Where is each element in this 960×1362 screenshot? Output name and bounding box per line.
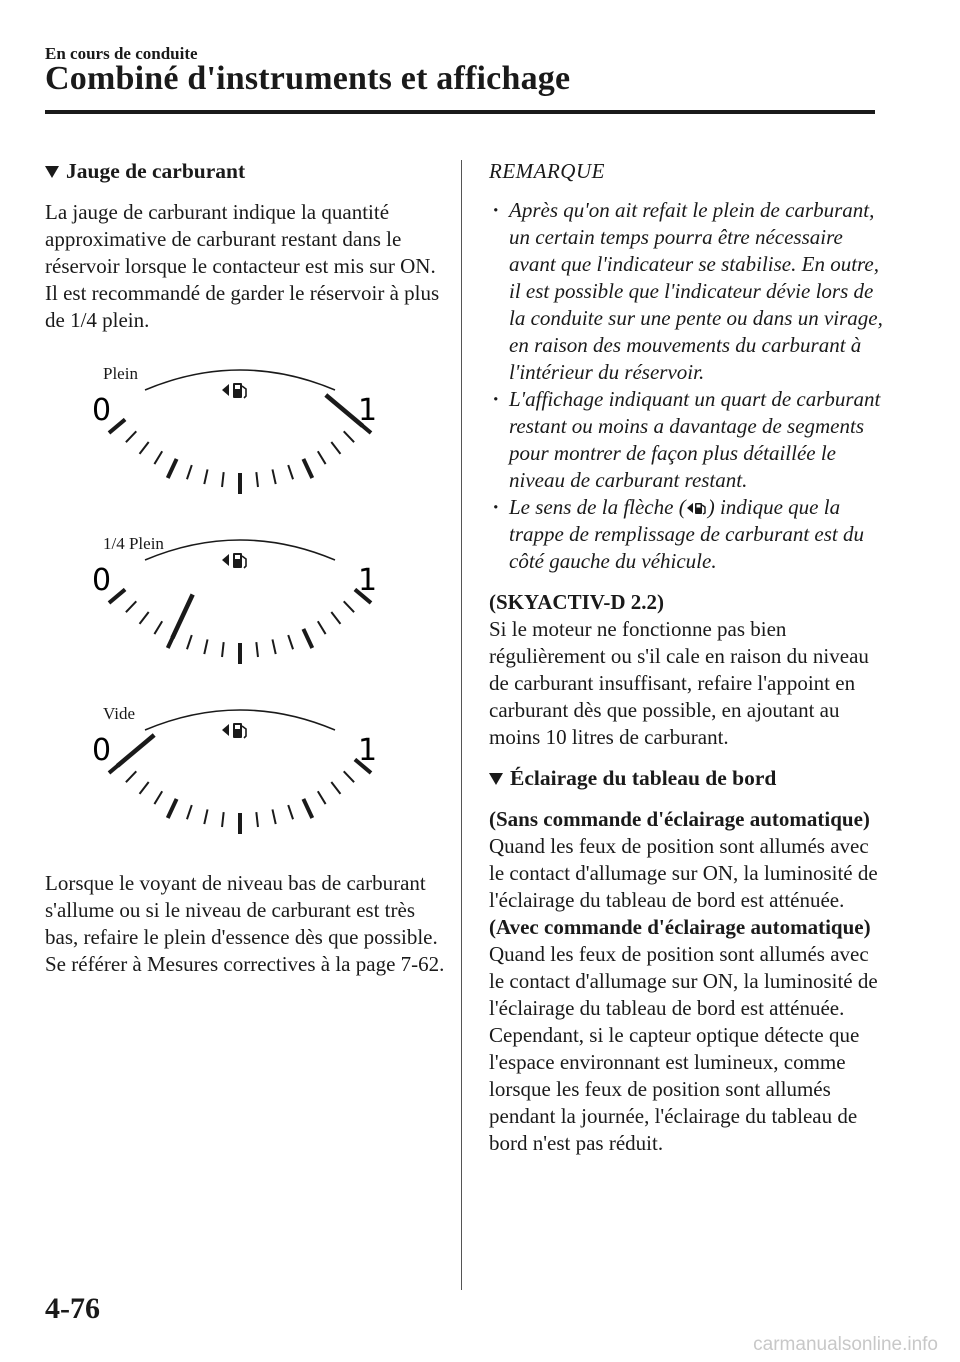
fuel-pump-window (235, 555, 240, 559)
gauge-needle (117, 735, 154, 766)
gauge-tick (126, 431, 136, 442)
page-number: 4-76 (45, 1292, 100, 1325)
remark-item (489, 494, 889, 575)
right-column (489, 158, 889, 1157)
remark-title: REMARQUE (489, 159, 605, 183)
gauge-tick (288, 465, 293, 479)
gauge-tick (140, 782, 149, 794)
remark-item: · Après qu'on ait refait le plein de carburant, un certain temps pourra être nécessaire avant que l'indicateur se stabilise. En outre, il est possible que l'indicateur dévie lors de la conduite sur une pente ou dans un virage, en raison des mouvements du carburant à l'intérieur du réservoir. (489, 197, 889, 386)
gauge-caption: 1/4 Plein (103, 534, 164, 553)
gauge-tick (344, 771, 354, 782)
low-fuel-text: Lorsque le voyant de niveau bas de carburant s'allume ou si le niveau de carburant est très bas, refaire le plein d'essence dès que possible. (45, 871, 438, 949)
gauge-tick (222, 812, 224, 827)
section-label: En cours de conduite (45, 44, 198, 63)
gauge-tick (256, 812, 258, 827)
fuel-gauge-full-figure (92, 378, 380, 503)
remark-text-post: ) indique que la trappe de remplissage de carburant est du côté gauche du véhicule. (509, 495, 865, 573)
fuel-arrow (222, 384, 229, 396)
gauge-tick (344, 431, 354, 442)
page-title: Combiné d'instruments et affichage (45, 60, 571, 97)
gauge-tick (140, 612, 149, 624)
fuel-pump-window (235, 385, 240, 389)
gauge-min-label: 0 (92, 563, 112, 598)
gauge-tick (187, 465, 192, 479)
fuel-gauge-quarter-figure (92, 548, 380, 673)
title-rule (45, 110, 875, 114)
gauge-caption: Vide (103, 704, 136, 723)
gauge-needle (172, 595, 192, 639)
gauge-tick (154, 451, 162, 464)
gauge-tick (318, 791, 326, 804)
fuel-gauge-empty-figure (92, 718, 380, 843)
fuel-gauge-heading-text: Jauge de carburant (66, 159, 246, 183)
gauge-tick (154, 791, 162, 804)
gauge-tick (204, 639, 207, 654)
gauge-tick (204, 809, 207, 824)
heading-triangle-icon (45, 166, 59, 178)
gauge-max-label: 1 (358, 733, 378, 768)
gauge-tick (331, 782, 340, 794)
remark-text-pre: Le sens de la flèche ( (509, 495, 686, 519)
skyactiv-text: Si le moteur ne fonctionne pas bien régulièrement ou s'il cale en raison du niveau de carburant insuffisant, refaire l'appoint en carburant dès que possible, en ajoutant au moins 10 litres de carburant. (489, 617, 869, 749)
gauge-min-label: 0 (92, 393, 112, 428)
fuel-pump-left-arrow-icon (686, 499, 708, 517)
gauge-tick (344, 601, 354, 612)
fuel-pump-hose (242, 726, 246, 738)
left-column (45, 158, 445, 978)
gauge-tick (222, 472, 224, 487)
gauge-tick (168, 799, 177, 818)
gauge-tick (288, 635, 293, 649)
reference-text: Se référer à Mesures correctives à la page 7-62. (45, 952, 445, 976)
gauge-quarter (45, 530, 385, 700)
sub2-title: (Avec commande d'éclairage automatique) (489, 915, 871, 939)
gauge-tick (222, 642, 224, 657)
gauge-tick (303, 629, 312, 648)
gauge-tick (256, 472, 258, 487)
dashboard-lighting-heading-text: Éclairage du tableau de bord (510, 766, 777, 790)
fuel-gauge-intro: La jauge de carburant indique la quantité approximative de carburant restant dans le réservoir lorsque le contacteur est mis sur ON. Il est recommandé de garder le réservoir à plus de 1/4 plein. (45, 200, 440, 332)
fuel-pump-icon (222, 383, 246, 398)
gauge-tick (331, 612, 340, 624)
dashboard-lighting-heading (489, 765, 889, 792)
fuel-gauge-heading (45, 158, 445, 185)
gauge-caption: Plein (103, 364, 138, 383)
gauge-tick (109, 419, 125, 432)
gauge-tick (256, 642, 258, 657)
column-divider (461, 160, 462, 1290)
gauge-tick (187, 805, 192, 819)
sub2-text: Quand les feux de position sont allumés avec le contact d'allumage sur ON, la luminosité de l'éclairage du tableau de bord est atténuée. Cependant, si le capteur optique détecte que l'espace environnant est lumineux, comme lorsque les feux de position sont allumés pendant la journée, l'éclairage du tableau de bord n'est pas réduit. (489, 942, 878, 1155)
fuel-pump-icon (222, 723, 246, 738)
gauge-tick (109, 589, 125, 602)
remark-item: · L'affichage indiquant un quart de carburant restant ou moins a davantage de segments pour montrer de façon plus détaillée le niveau de carburant restant. (489, 386, 889, 494)
gauge-tick (140, 442, 149, 454)
fuel-pump-hose (242, 556, 246, 568)
gauge-tick (204, 469, 207, 484)
fuel-arrow (222, 554, 229, 566)
gauge-full (45, 360, 385, 530)
gauge-tick (318, 451, 326, 464)
gauge-min-label: 0 (92, 733, 112, 768)
skyactiv-title: (SKYACTIV-D 2.2) (489, 590, 665, 614)
sub1-title: (Sans commande d'éclairage automatique) (489, 807, 870, 831)
remark-list (489, 197, 889, 575)
fuel-pump-icon (222, 553, 246, 568)
gauge-max-label: 1 (358, 563, 378, 598)
gauge-tick (126, 601, 136, 612)
gauge-tick (303, 799, 312, 818)
gauge-tick (303, 459, 312, 478)
fuel-pump-hose (242, 386, 246, 398)
gauge-tick (318, 621, 326, 634)
fuel-arrow (222, 724, 229, 736)
gauge-empty (45, 700, 385, 870)
fuel-pump-window (235, 725, 240, 729)
sub1-text: Quand les feux de position sont allumés avec le contact d'allumage sur ON, la luminosité de l'éclairage du tableau de bord est atténuée. (489, 834, 878, 912)
gauge-tick (187, 635, 192, 649)
gauge-tick (331, 442, 340, 454)
gauge-tick (272, 639, 275, 654)
gauge-tick (272, 809, 275, 824)
gauge-tick (272, 469, 275, 484)
gauge-tick (154, 621, 162, 634)
gauge-max-label: 1 (358, 393, 378, 428)
watermark: carmanualsonline.info (753, 1334, 938, 1355)
heading-triangle-icon (489, 773, 503, 785)
gauge-tick (168, 459, 177, 478)
gauge-tick (288, 805, 293, 819)
gauge-tick (126, 771, 136, 782)
